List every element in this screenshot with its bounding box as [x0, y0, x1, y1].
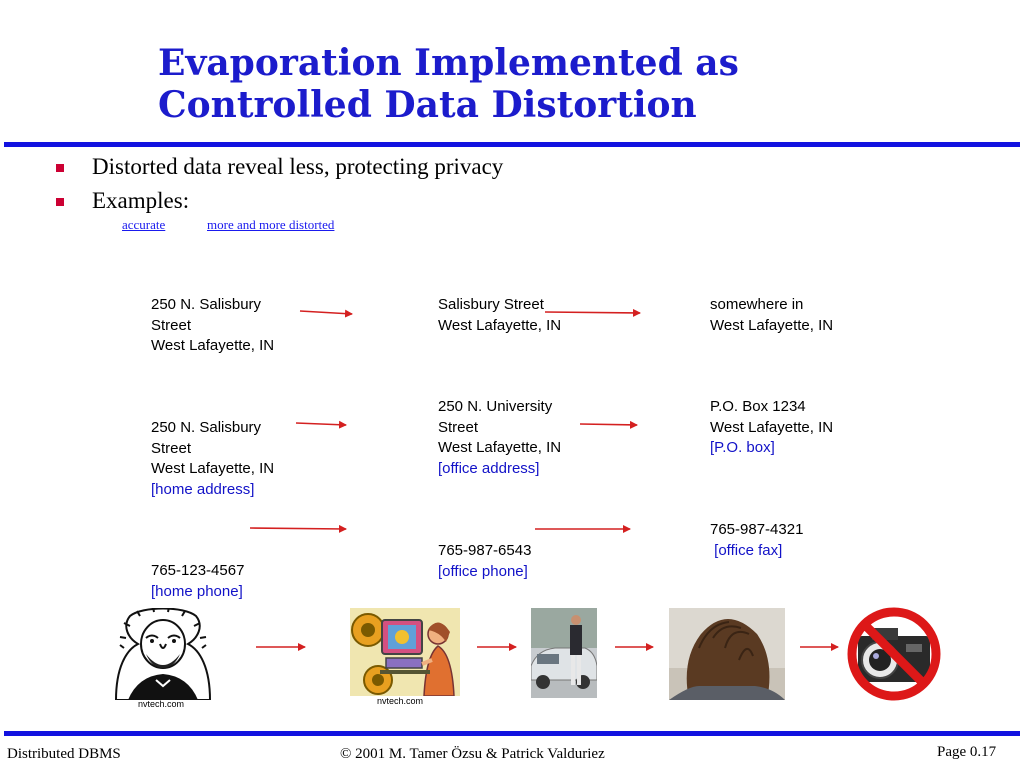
row2-a-note: [home address] — [151, 480, 255, 498]
row1-c-line2: West Lafayette, IN — [710, 316, 834, 334]
back-of-head-photo — [669, 608, 785, 700]
more-distorted-link[interactable]: more and more distorted — [207, 217, 335, 232]
row2-a-line1: 250 N. Salisbury — [151, 419, 262, 436]
footer-page-number: Page 0.17 — [937, 744, 997, 760]
man-with-car-photo — [531, 608, 597, 698]
row2-c-line1: P.O. Box 1234 — [710, 398, 806, 415]
row3-accurate — [151, 561, 244, 602]
row2-most-distorted — [710, 397, 833, 459]
bullet-text-2: Examples: — [92, 188, 190, 213]
row1-distorted — [438, 295, 561, 336]
row3-a-line1: 765-123-4567 — [151, 562, 245, 579]
title-line-1: Evaporation Implemented as — [158, 42, 739, 84]
eskimo-caption: nvtech.com — [138, 699, 185, 709]
row2-distorted — [438, 397, 561, 479]
row2-b-line2: Street — [438, 418, 479, 436]
row1-a-line3: West Lafayette, IN — [151, 337, 275, 354]
picture-strip — [0, 600, 1024, 715]
row2-b-note: [office address] — [438, 459, 540, 477]
row2-c-line2: West Lafayette, IN — [710, 418, 834, 436]
no-camera-icon — [844, 606, 944, 702]
accurate-link[interactable]: accurate — [122, 217, 166, 232]
footer-copyright: © 2001 M. Tamer Özsu & Patrick Valduriez — [340, 746, 605, 762]
bottom-rule — [4, 731, 1020, 736]
row3-a-note: [home phone] — [151, 582, 243, 600]
row2-b-line3: West Lafayette, IN — [438, 439, 562, 456]
row1-accurate — [151, 295, 274, 357]
row3-most-distorted — [710, 520, 803, 561]
computer-caption: nvtech.com — [377, 696, 424, 706]
row2-accurate — [151, 418, 274, 500]
row3-c-note: [office fax] — [710, 541, 783, 559]
arrow-row2-b — [580, 424, 637, 425]
row1-a-line1: 250 N. Salisbury — [151, 296, 262, 313]
row1-b-line1: Salisbury Street — [438, 296, 544, 313]
title-line-2: Controlled Data Distortion — [158, 84, 697, 126]
computer-user-image — [350, 608, 460, 696]
row3-b-note: [office phone] — [438, 562, 528, 580]
arrow-row2-a — [296, 423, 346, 425]
row1-b-line2: West Lafayette, IN — [438, 316, 562, 334]
arrow-row3-a — [250, 528, 346, 529]
row1-c-line1: somewhere in — [710, 296, 804, 313]
row2-b-line1: 250 N. University — [438, 398, 553, 415]
eskimo-image — [108, 608, 218, 700]
bullet-text-1: Distorted data reveal less, protecting privacy — [92, 154, 504, 179]
row2-a-line2: Street — [151, 439, 192, 457]
row1-a-line2: Street — [151, 316, 192, 334]
row2-c-note: [P.O. box] — [710, 439, 775, 456]
arrow-row1-a — [300, 311, 352, 314]
row3-b-line1: 765-987-6543 — [438, 542, 532, 559]
footer-course: Distributed DBMS — [7, 746, 121, 762]
row3-c-line1: 765-987-4321 — [710, 521, 804, 538]
row2-a-line3: West Lafayette, IN — [151, 460, 275, 477]
row3-distorted — [438, 541, 531, 582]
row1-most-distorted — [710, 295, 833, 336]
